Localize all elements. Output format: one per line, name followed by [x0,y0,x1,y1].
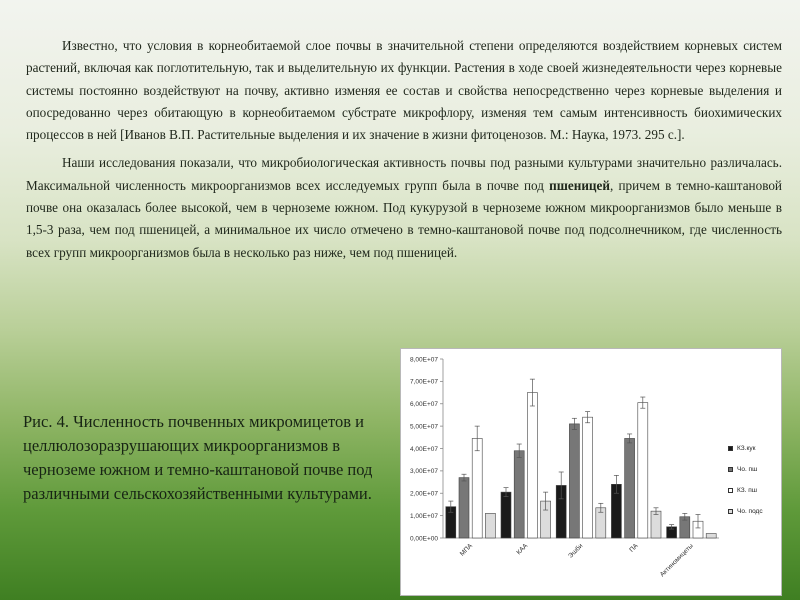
legend-item [728,444,780,452]
paragraph-2-part-1: Наши исследования показали, что микробиологическая активность почвы под разными культурами значительно различалась. Максимальной численность микроорганизмов всех исследуемых групп была в почве под [26,155,782,193]
y-tick-label: 2,00E+07 [409,490,438,498]
legend-label: КЗ. пш [737,486,757,494]
bar [706,534,716,538]
legend-label: Чо. пш [737,465,758,473]
legend-item [728,465,780,473]
chart-legend [728,444,780,528]
x-tick-label: Актиномицеты [658,542,695,579]
legend-swatch [728,488,733,493]
legend-item [728,486,780,494]
chart-svg [401,349,781,595]
paragraph-2-highlight: пшеницей [549,177,610,193]
y-tick-label: 1,00E+07 [409,512,438,520]
y-tick-label: 6,00E+07 [409,401,438,409]
bar [527,393,537,538]
bar [485,513,495,538]
y-tick-label: 3,00E+07 [409,468,438,476]
y-tick-label: 8,00E+07 [409,356,438,364]
bar [638,403,648,538]
bar [514,451,524,538]
bar [501,492,511,538]
legend-label: Чо. подс [737,507,763,515]
legend-swatch [728,446,733,451]
y-tick-label: 7,00E+07 [409,378,438,386]
bar-chart [400,348,782,596]
body-text [26,35,782,264]
paragraph-2-part-2: , причем в темно-каштановой почве она оказалась более высокой, чем в черноземе южном. Под кукурузой в черноземе южном микроорганизмов было меньше в 1,5-3 раза, чем под пшеницей, а минимальное их число отмечено в темно-каштановой почве под подсолнечником, где численность всех групп микроорганизмов была в несколько раз ниже, чем под пшеницей. [26,177,782,260]
legend-label: КЗ.кук [737,444,756,452]
x-tick-label: КАА [515,542,530,557]
paragraph-1: Известно, что условия в корнеобитаемой слое почвы в значительной степени определяются воздействием корневых систем растений, включая как поглотительную, так и выделительную их функции. Растения в ходе своей жизнедеятельности через корневые системы постоянно воздействуют на почву, активно изменяя ее состав и свойства непосредственно через корневые выделения и опосредованно через обитающую в корнеобитаемом субстрате микрофлору, изменяя тем самым интенсивность биохимических процессов в ней [Иванов В.П. Растительные выделения и их значение в жизни фитоценозов. М.: Наука, 1973. 295 с.]. [26,38,782,143]
y-tick-label: 5,00E+07 [409,423,438,431]
paragraph-2 [26,152,782,263]
bar [651,511,661,538]
legend-item [728,507,780,515]
x-tick-label: ПА [628,542,640,554]
y-tick-label: 0,00E+00 [409,535,438,543]
legend-swatch [728,467,733,472]
bar [625,438,635,538]
bar [569,424,579,538]
legend-swatch [728,509,733,514]
bar [583,417,593,538]
x-tick-label: Эшби [567,542,585,560]
bar [472,438,482,538]
figure-caption: Рис. 4. Численность почвенных микромицетов и целлюлозоразрушающих микроорганизмов в черноземе южном и темно-каштановой почве под различными сельскохозяйственными культурами. [23,412,373,503]
bar [459,478,469,538]
y-tick-label: 4,00E+07 [409,445,438,453]
x-tick-label: МПА [458,542,475,558]
